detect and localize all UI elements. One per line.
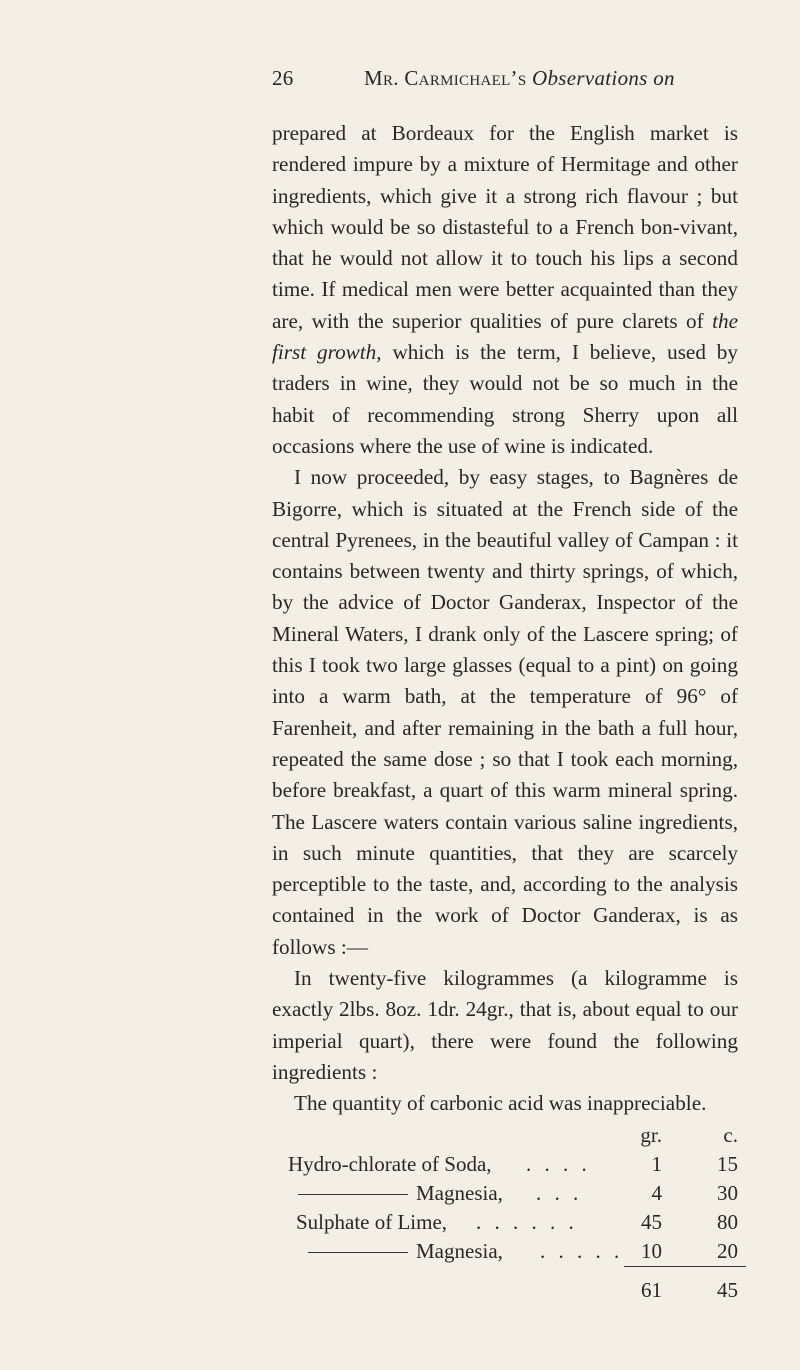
paragraph-3: In twenty-five kilogrammes (a kilogramme is exactly 2lbs. 8oz. 1dr. 24gr., that is, about equal to our imperial quart), there were found the following ingredients : bbox=[272, 966, 738, 1084]
body-text bbox=[272, 118, 738, 1120]
ingredient-name: Sulphate of Lime, bbox=[296, 1210, 448, 1234]
ingredient-name: Hydro-chlorate of Soda, bbox=[288, 1152, 492, 1176]
grains-value: 1 bbox=[651, 1152, 662, 1176]
grains-value: 10 bbox=[641, 1239, 662, 1263]
analysis-table bbox=[288, 1121, 758, 1305]
centigrains-value: 30 bbox=[717, 1181, 738, 1205]
centigrains-value: 15 bbox=[717, 1152, 738, 1176]
paragraph-2: I now proceeded, by easy stages, to Bagnères de Bigorre, which is situated at the French side of the central Pyrenees, in the beautiful valley of Campan : it contains between twenty and thirty springs, of which, by the advice of Doctor Ganderax, Inspector of the Mineral Waters, I drank only of the Lascere spring; of this I took two large glasses (equal to a pint) on going into a warm bath, at the temperature of 96° of Farenheit, and after remaining in the bath a full hour, repeated the same dose ; so that I took each morning, before breakfast, a quart of this warm mineral spring. The Lascere waters contain various saline ingredients, in such minute quantities, that they are scarcely perceptible to the taste, and, according to the analysis contained in the work of Doctor Ganderax, is as follows :— bbox=[272, 465, 738, 959]
table-total-row bbox=[288, 1276, 758, 1305]
ingredient-name: Magnesia, bbox=[416, 1181, 503, 1205]
paragraph-4: The quantity of carbonic acid was inappreciable. bbox=[294, 1091, 707, 1116]
column-header-centigrains: c. bbox=[723, 1123, 738, 1147]
centigrains-value: 80 bbox=[717, 1210, 738, 1234]
table-row bbox=[288, 1150, 758, 1179]
total-rule-row bbox=[288, 1266, 758, 1276]
running-title bbox=[364, 66, 675, 91]
table-row bbox=[288, 1208, 758, 1237]
grains-value: 4 bbox=[651, 1181, 662, 1205]
ingredient-name: Magnesia, bbox=[416, 1239, 503, 1263]
leader-dots: . . . . . . bbox=[476, 1210, 578, 1234]
table-row bbox=[288, 1237, 758, 1266]
leader-dots: . . . . bbox=[526, 1152, 591, 1176]
paragraph-1-tail: which is the term, I believe, used by traders in wine, they would not be so much in the habit of recommending strong Sherry upon all occasions where the use of wine is indicated. bbox=[272, 340, 738, 458]
total-rule bbox=[624, 1266, 746, 1267]
centigrains-value: 20 bbox=[717, 1239, 738, 1263]
leader-dots: . . . bbox=[536, 1181, 583, 1205]
ditto-dash bbox=[298, 1194, 408, 1195]
running-title-author: Mr. Carmichael’s bbox=[364, 66, 527, 90]
table-header-row bbox=[288, 1121, 758, 1150]
leader-dots: . . . . . bbox=[540, 1239, 624, 1263]
paragraph-1-text: prepared at Bordeaux for the English market is rendered impure by a mixture of Hermitage and other ingredients, which give it a strong rich flavour ; but which would be so distasteful to a French bon-vivant, that he would not allow it to touch his lips a second time. If medical men were better acquainted than they are, with the superior qualities of pure clarets of bbox=[272, 121, 738, 333]
running-title-subject: Observations on bbox=[532, 66, 675, 90]
paragraph-1-italic: the first growth, bbox=[272, 308, 738, 365]
total-grains: 61 bbox=[641, 1278, 662, 1302]
grains-value: 45 bbox=[641, 1210, 662, 1234]
column-header-grains: gr. bbox=[640, 1123, 662, 1147]
total-centigrains: 45 bbox=[717, 1278, 738, 1302]
paragraph-1 bbox=[272, 118, 738, 462]
page-number: 26 bbox=[272, 66, 294, 90]
ditto-dash bbox=[308, 1252, 408, 1253]
table-row bbox=[288, 1179, 758, 1208]
